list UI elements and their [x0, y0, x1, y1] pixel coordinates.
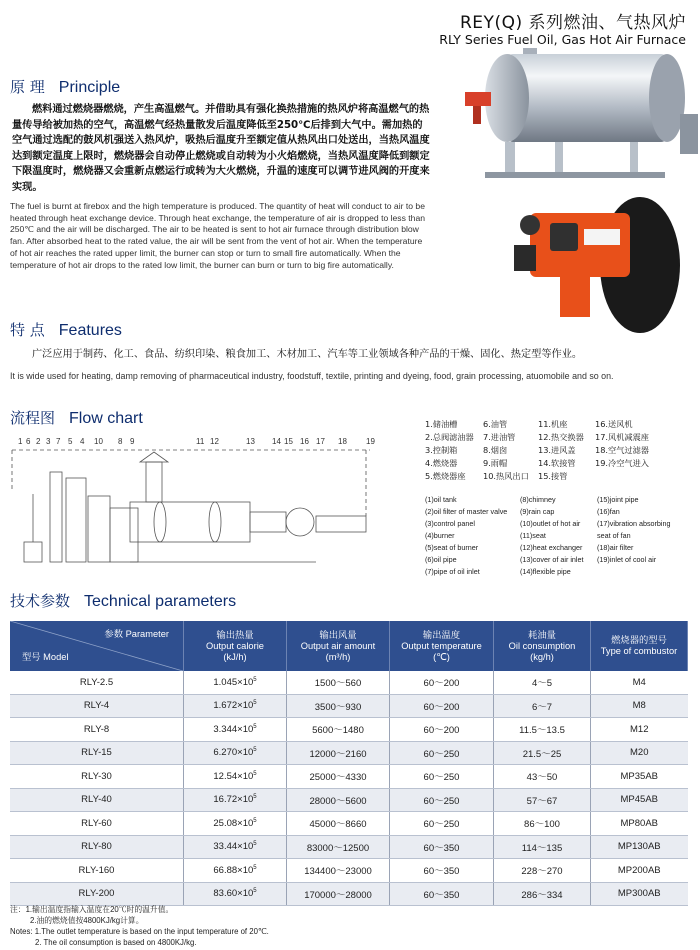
- cell-temp: 60～200: [390, 694, 494, 718]
- legend-cn-item: 17.风机减震座: [595, 432, 649, 442]
- diagram-number: 17: [316, 437, 325, 446]
- legend-en-item: (7)pipe of oil inlet: [425, 567, 480, 576]
- legend-cn-item: 5.燃烧器座: [425, 471, 466, 481]
- flow-legend-en: [425, 494, 700, 584]
- calorie-mantissa: 33.44×10: [213, 841, 254, 853]
- cell-temp: 60～200: [390, 718, 494, 742]
- header-oil: 耗油量 Oil consumption (kg/h): [494, 621, 591, 671]
- cell-combustor: MP45AB: [591, 788, 688, 812]
- cell-air: 1500～560: [287, 671, 390, 694]
- cell-combustor: MP130AB: [591, 835, 688, 859]
- cell-temp: 60～350: [390, 835, 494, 859]
- cell-air: 170000～28000: [287, 882, 390, 906]
- tech-table: [10, 621, 688, 906]
- cell-combustor: M12: [591, 718, 688, 742]
- cell-air: 28000～5600: [287, 788, 390, 812]
- cell-temp: 60～200: [390, 671, 494, 694]
- features-heading-en: Features: [58, 322, 122, 339]
- table-row: [10, 835, 688, 859]
- cell-calorie: [184, 765, 287, 789]
- cell-combustor: M8: [591, 694, 688, 718]
- diagram-number: 6: [26, 437, 31, 446]
- cell-oil: 4～5: [494, 671, 591, 694]
- cell-air: 5600～1480: [287, 718, 390, 742]
- cell-temp: 60～350: [390, 882, 494, 906]
- legend-en-item: (1)oil tank: [425, 495, 457, 504]
- cell-oil: 57～67: [494, 788, 591, 812]
- diagram-number: 16: [300, 437, 309, 446]
- diagram-number: 15: [284, 437, 293, 446]
- diagram-number: 4: [80, 437, 85, 446]
- calorie-mantissa: 16.72×10: [213, 794, 254, 806]
- header-param: 参数 Parameter: [104, 629, 169, 639]
- legend-cn-item: 7.进油管: [483, 432, 516, 442]
- flow-heading: [10, 407, 143, 428]
- burner-illustration: [500, 185, 680, 335]
- cell-temp: 60～250: [390, 812, 494, 836]
- legend-cn-item: 14.软接管: [538, 458, 576, 468]
- diagram-number: 13: [246, 437, 255, 446]
- cell-temp: 60～250: [390, 741, 494, 765]
- principle-text-cn: 燃料通过燃烧器燃烧，产生高温燃气。并借助具有强化换热措施的热风炉将高温燃气的热量传导给被加热的空气，高温燃气经热量散发后温度降低至250℃后排到大气中。需加热的空气通过选配的鼓风机强送入热风炉，吸热后温度升至额定值从热风出口处送出，当热风温度达到额定温度上限时，燃烧器会自动停止燃烧或自动转为小火焰燃烧，当热风温度降低到额定下限温度时，燃烧器又会重新点燃运行或转为大火燃烧，升温的速度可以调节进风阀的开度来实现。: [12, 104, 430, 193]
- calorie-exponent: 5: [253, 817, 257, 824]
- cell-oil: 86～100: [494, 812, 591, 836]
- calorie-exponent: 5: [253, 888, 257, 895]
- table-row: [10, 718, 688, 742]
- table-row: [10, 765, 688, 789]
- legend-en-item: (15)joint pipe: [597, 495, 639, 504]
- cell-oil: 286～334: [494, 882, 591, 906]
- legend-en-item: (12)heat exchanger: [520, 543, 583, 552]
- cell-oil: 6～7: [494, 694, 591, 718]
- cell-combustor: M4: [591, 671, 688, 694]
- legend-cn-item: 10.热风出口: [483, 471, 529, 481]
- table-row: [10, 788, 688, 812]
- legend-en-item: (9)rain cap: [520, 507, 555, 516]
- cell-combustor: MP35AB: [591, 765, 688, 789]
- calorie-mantissa: 66.88×10: [213, 864, 254, 876]
- calorie-mantissa: 83.60×10: [213, 888, 254, 900]
- features-heading-cn: 特 点: [10, 321, 45, 339]
- cell-model: RLY-30: [10, 765, 184, 789]
- features-text-cn: 广泛应用于制药、化工、食品、纺织印染、粮食加工、木材加工、汽车等工业领域各种产品的干燥、固化、热定型等作业。: [32, 349, 583, 360]
- legend-en-item: (18)air filter: [597, 543, 634, 552]
- legend-en-item: (14)flexible pipe: [520, 567, 571, 576]
- cell-oil: 11.5～13.5: [494, 718, 591, 742]
- legend-en-item: (8)chimney: [520, 495, 556, 504]
- calorie-mantissa: 6.270×10: [213, 747, 254, 759]
- cell-model: RLY-160: [10, 859, 184, 883]
- diagram-number: 8: [118, 437, 123, 446]
- legend-en-item: (19)inlet of cool air: [597, 555, 657, 564]
- cell-temp: 60～250: [390, 765, 494, 789]
- cell-temp: 60～350: [390, 859, 494, 883]
- legend-en-item: (13)cover of air inlet: [520, 555, 584, 564]
- legend-cn-item: 1.储油槽: [425, 419, 458, 429]
- cell-oil: 114～135: [494, 835, 591, 859]
- cell-calorie: [184, 882, 287, 906]
- calorie-exponent: 5: [253, 770, 257, 777]
- legend-en-item: (16)fan: [597, 507, 620, 516]
- calorie-mantissa: 1.672×10: [213, 700, 254, 712]
- cell-calorie: [184, 694, 287, 718]
- principle-heading-en: Principle: [58, 79, 121, 96]
- page-title-cn: REY(Q) 系列燃油、气热风炉: [460, 13, 686, 33]
- header-temp: 输出温度 Output temperature (℃): [390, 621, 494, 671]
- cell-air: 25000～4330: [287, 765, 390, 789]
- legend-cn-item: 15.接管: [538, 471, 568, 481]
- cell-calorie: [184, 788, 287, 812]
- cell-model: RLY-80: [10, 835, 184, 859]
- cell-combustor: MP200AB: [591, 859, 688, 883]
- cell-model: RLY-40: [10, 788, 184, 812]
- header-air: 输出风量 Output air amount (m³/h): [287, 621, 390, 671]
- furnace-illustration: [445, 44, 700, 184]
- diagram-number: 9: [130, 437, 135, 446]
- diagram-number: 10: [94, 437, 103, 446]
- cell-model: RLY-8: [10, 718, 184, 742]
- calorie-exponent: 5: [253, 700, 257, 707]
- legend-cn-item: 3.控制箱: [425, 445, 458, 455]
- diagram-number: 19: [366, 437, 375, 446]
- legend-cn-item: 18.空气过滤器: [595, 445, 649, 455]
- cell-oil: 21.5～25: [494, 741, 591, 765]
- legend-en-item: (6)oil pipe: [425, 555, 457, 564]
- cell-air: 12000～2160: [287, 741, 390, 765]
- legend-en-item: (11)seat: [520, 531, 546, 540]
- legend-en-item: (5)seat of burner: [425, 543, 479, 552]
- cell-model: RLY-60: [10, 812, 184, 836]
- cell-calorie: [184, 859, 287, 883]
- calorie-mantissa: 1.045×10: [213, 676, 254, 688]
- cell-combustor: MP80AB: [591, 812, 688, 836]
- legend-en-item: (2)oil filter of master valve: [425, 507, 508, 516]
- cell-calorie: [184, 671, 287, 694]
- cell-temp: 60～250: [390, 788, 494, 812]
- diagram-number: 2: [36, 437, 41, 446]
- diagram-number: 3: [46, 437, 51, 446]
- tech-table-header: [10, 621, 688, 671]
- calorie-mantissa: 25.08×10: [213, 817, 254, 829]
- note-en-2: 2. The oil consumption is based on 4800KJ/kg.: [35, 938, 197, 947]
- legend-cn-item: 9.雨帽: [483, 458, 508, 468]
- legend-en-item: (17)vibration absorbing: [597, 519, 671, 528]
- table-row: [10, 882, 688, 906]
- note-en-1: Notes: 1.The outlet temperature is based on the input temperature of 20℃.: [10, 927, 269, 936]
- legend-cn-item: 8.烟囱: [483, 445, 508, 455]
- diagram-number: 7: [56, 437, 61, 446]
- cell-combustor: MP300AB: [591, 882, 688, 906]
- cell-model: RLY-15: [10, 741, 184, 765]
- header-model: 型号 Model: [22, 652, 69, 662]
- notes: [10, 904, 510, 948]
- cell-oil: 228～270: [494, 859, 591, 883]
- diagram-number: 12: [210, 437, 219, 446]
- legend-cn-item: 4.燃烧器: [425, 458, 458, 468]
- note-cn-1: 注：1.输出温度指输入温度在20℃时的温升值。: [10, 905, 174, 914]
- header-param-model: [10, 621, 184, 671]
- legend-en-item: (4)burner: [425, 531, 455, 540]
- legend-en-item: seat of fan: [597, 531, 631, 540]
- calorie-exponent: 5: [253, 864, 257, 871]
- calorie-exponent: 5: [253, 676, 257, 683]
- tech-table-body: [10, 671, 688, 906]
- features-text-en: It is wide used for heating, damp removing of pharmaceutical industry, foodstuff, textile, printing and dyeing, food, grain processing, atuomobile and so on.: [10, 371, 614, 381]
- table-row: [10, 694, 688, 718]
- legend-cn-item: 2.总阀滤油器: [425, 432, 474, 442]
- legend-cn-item: 12.热交换器: [538, 432, 584, 442]
- table-row: [10, 671, 688, 694]
- tech-heading: [10, 590, 236, 611]
- calorie-exponent: 5: [253, 747, 257, 754]
- diagram-number: 5: [68, 437, 73, 446]
- calorie-exponent: 5: [253, 794, 257, 801]
- cell-model: RLY-2.5: [10, 671, 184, 694]
- flow-legend-cn: [425, 418, 700, 488]
- principle-text-en: The fuel is burnt at firebox and the high temperature is produced. The quantity of heat will conduct to air to be heated through heat exchange device. Through heat exchange, the temperature of air is dropped to less than 250℃ and the air will be discharged. The air to be heated is sent to hot air furnace through distribution blow fan. After absorbed heat to the rated value, the air will be sent from the vent of hot air. When the temperature of hot air reaches the rated upper limit, the burner can stop or turn to small fire automatically. When the temperature of hot air drops to the rated low limit, the burner can burn or turn to big fire automatically.: [10, 201, 426, 270]
- flow-heading-cn: 流程图: [10, 409, 56, 427]
- calorie-mantissa: 3.344×10: [213, 723, 254, 735]
- flow-diagram: [10, 432, 410, 582]
- legend-cn-item: 11.机座: [538, 419, 568, 429]
- tech-heading-en: Technical parameters: [84, 593, 237, 610]
- calorie-mantissa: 12.54×10: [213, 770, 254, 782]
- tech-heading-cn: 技术参数: [10, 592, 71, 610]
- legend-cn-item: 19.冷空气进入: [595, 458, 649, 468]
- flow-heading-en: Flow chart: [69, 410, 143, 427]
- cell-combustor: M20: [591, 741, 688, 765]
- legend-en-item: (3)control panel: [425, 519, 475, 528]
- calorie-exponent: 5: [253, 841, 257, 848]
- header-calorie: 输出热量 Output calorie (kJ/h): [184, 621, 287, 671]
- note-cn-2: 2.油的燃烧值按4800KJ/kg计算。: [30, 916, 144, 925]
- table-row: [10, 812, 688, 836]
- legend-cn-item: 6.油管: [483, 419, 508, 429]
- cell-air: 134400～23000: [287, 859, 390, 883]
- cell-model: RLY-200: [10, 882, 184, 906]
- header-combustor: 燃烧器的型号 Type of combustor: [591, 621, 688, 671]
- principle-heading-cn: 原 理: [10, 78, 45, 96]
- cell-calorie: [184, 812, 287, 836]
- cell-calorie: [184, 718, 287, 742]
- table-row: [10, 741, 688, 765]
- legend-en-item: (10)outlet of hot air: [520, 519, 581, 528]
- legend-cn-item: 13.进风盖: [538, 445, 576, 455]
- features-heading: [10, 319, 122, 340]
- diagram-number: 11: [196, 437, 205, 446]
- calorie-exponent: 5: [253, 723, 257, 730]
- diagram-number: 1: [18, 437, 23, 446]
- cell-model: RLY-4: [10, 694, 184, 718]
- page-title-en: RLY Series Fuel Oil, Gas Hot Air Furnace: [439, 32, 686, 47]
- cell-air: 45000～8660: [287, 812, 390, 836]
- principle-heading: [10, 76, 120, 97]
- cell-air: 3500～930: [287, 694, 390, 718]
- diagram-number: 14: [272, 437, 281, 446]
- cell-air: 83000～12500: [287, 835, 390, 859]
- legend-cn-item: 16.送风机: [595, 419, 633, 429]
- cell-calorie: [184, 835, 287, 859]
- cell-oil: 43～50: [494, 765, 591, 789]
- cell-calorie: [184, 741, 287, 765]
- table-row: [10, 859, 688, 883]
- diagram-number: 18: [338, 437, 347, 446]
